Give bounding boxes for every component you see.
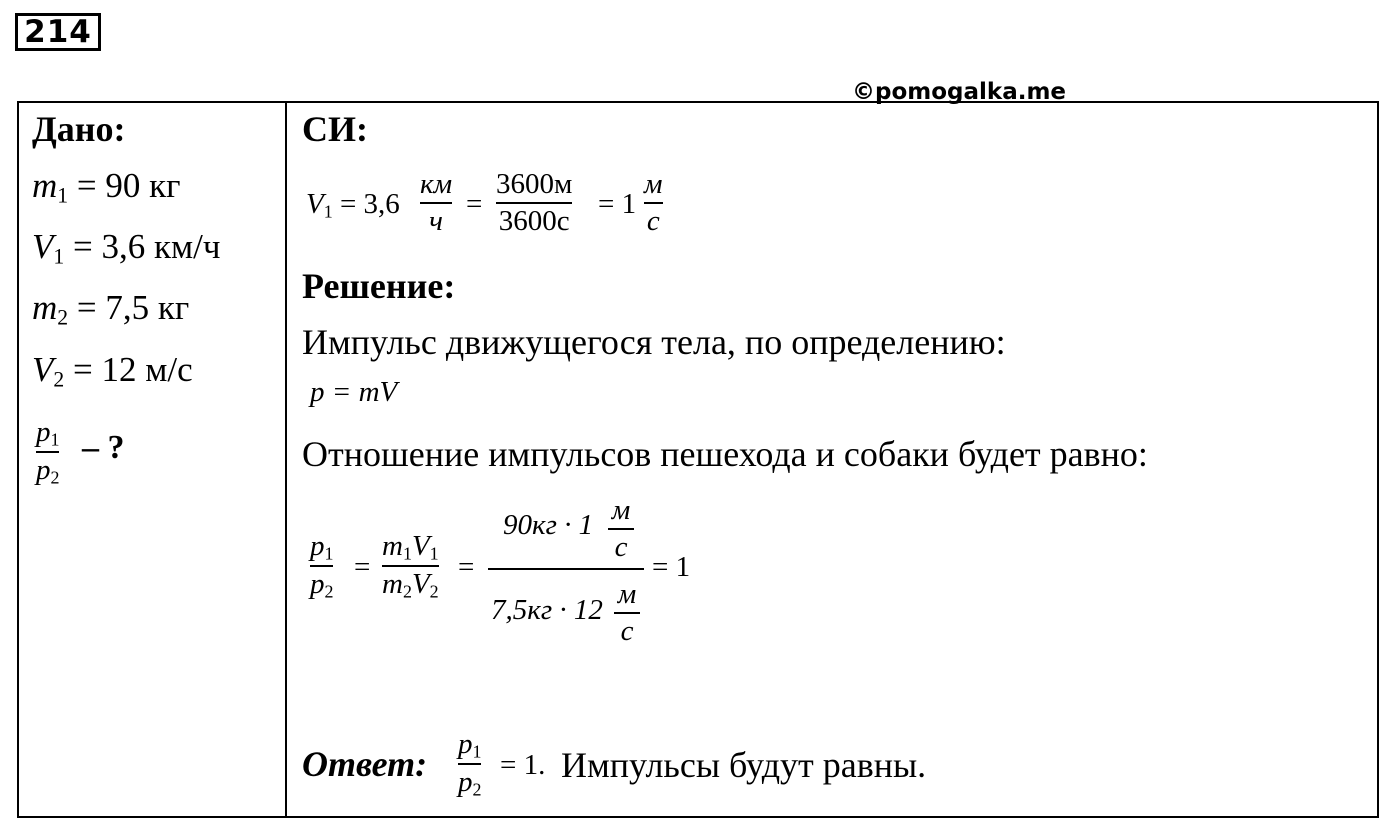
big-denominator-unit: м с	[614, 580, 640, 646]
answer-label: Ответ:	[302, 744, 428, 784]
solution-line-1: Импульс движущегося тела, по определению:	[302, 322, 1006, 362]
momentum-formula: p = mV	[310, 376, 398, 408]
answer-equals: = 1.	[500, 749, 546, 781]
si-lhs: $V_1 = 3,6$	[306, 188, 400, 222]
ratio-eq-c: = 1	[652, 551, 691, 583]
column-divider	[285, 101, 287, 818]
mv-fraction: $m_1V_1$ $m_2V_2$	[382, 530, 439, 602]
given-find-mark: – ?	[82, 429, 125, 466]
given-find-fraction: $p_1$ $p_2$	[36, 416, 60, 488]
given-heading: Дано:	[32, 109, 126, 149]
given-v2: $V_2 = 12$ м/с	[32, 350, 193, 392]
solution-heading: Решение:	[302, 266, 456, 306]
answer-text: Импульсы будут равны.	[561, 745, 927, 785]
watermark: ©pomogalka.me	[852, 79, 1067, 105]
si-fraction-ms: м с	[644, 168, 663, 237]
answer-fraction: $p_1$ $p_2$	[458, 728, 482, 800]
big-fraction-bar	[488, 568, 644, 570]
given-m2: $m_2 = 7,5$ кг	[32, 288, 190, 330]
problem-number: 214	[15, 13, 101, 51]
si-fraction-3600: 3600м 3600с	[496, 168, 573, 237]
si-heading: СИ:	[302, 109, 368, 149]
ratio-eq-b: =	[458, 551, 475, 583]
si-eq2: =	[466, 188, 483, 220]
big-denominator-text: 7,5кг · 12	[491, 594, 603, 626]
solution-line-2: Отношение импульсов пешехода и собаки будет равно:	[302, 434, 1148, 474]
given-m1: $m_1 = 90$ кг	[32, 166, 181, 208]
ratio-fraction: $p_1$ $p_2$	[310, 530, 334, 602]
big-numerator-unit: м с	[608, 496, 634, 562]
si-fraction-kmh: км ч	[420, 168, 453, 237]
big-numerator-text: 90кг · 1	[503, 509, 594, 541]
ratio-eq-a: =	[354, 551, 371, 583]
si-eq3: = 1	[598, 188, 637, 220]
given-v1: $V_1 = 3,6$ км/ч	[32, 227, 221, 269]
